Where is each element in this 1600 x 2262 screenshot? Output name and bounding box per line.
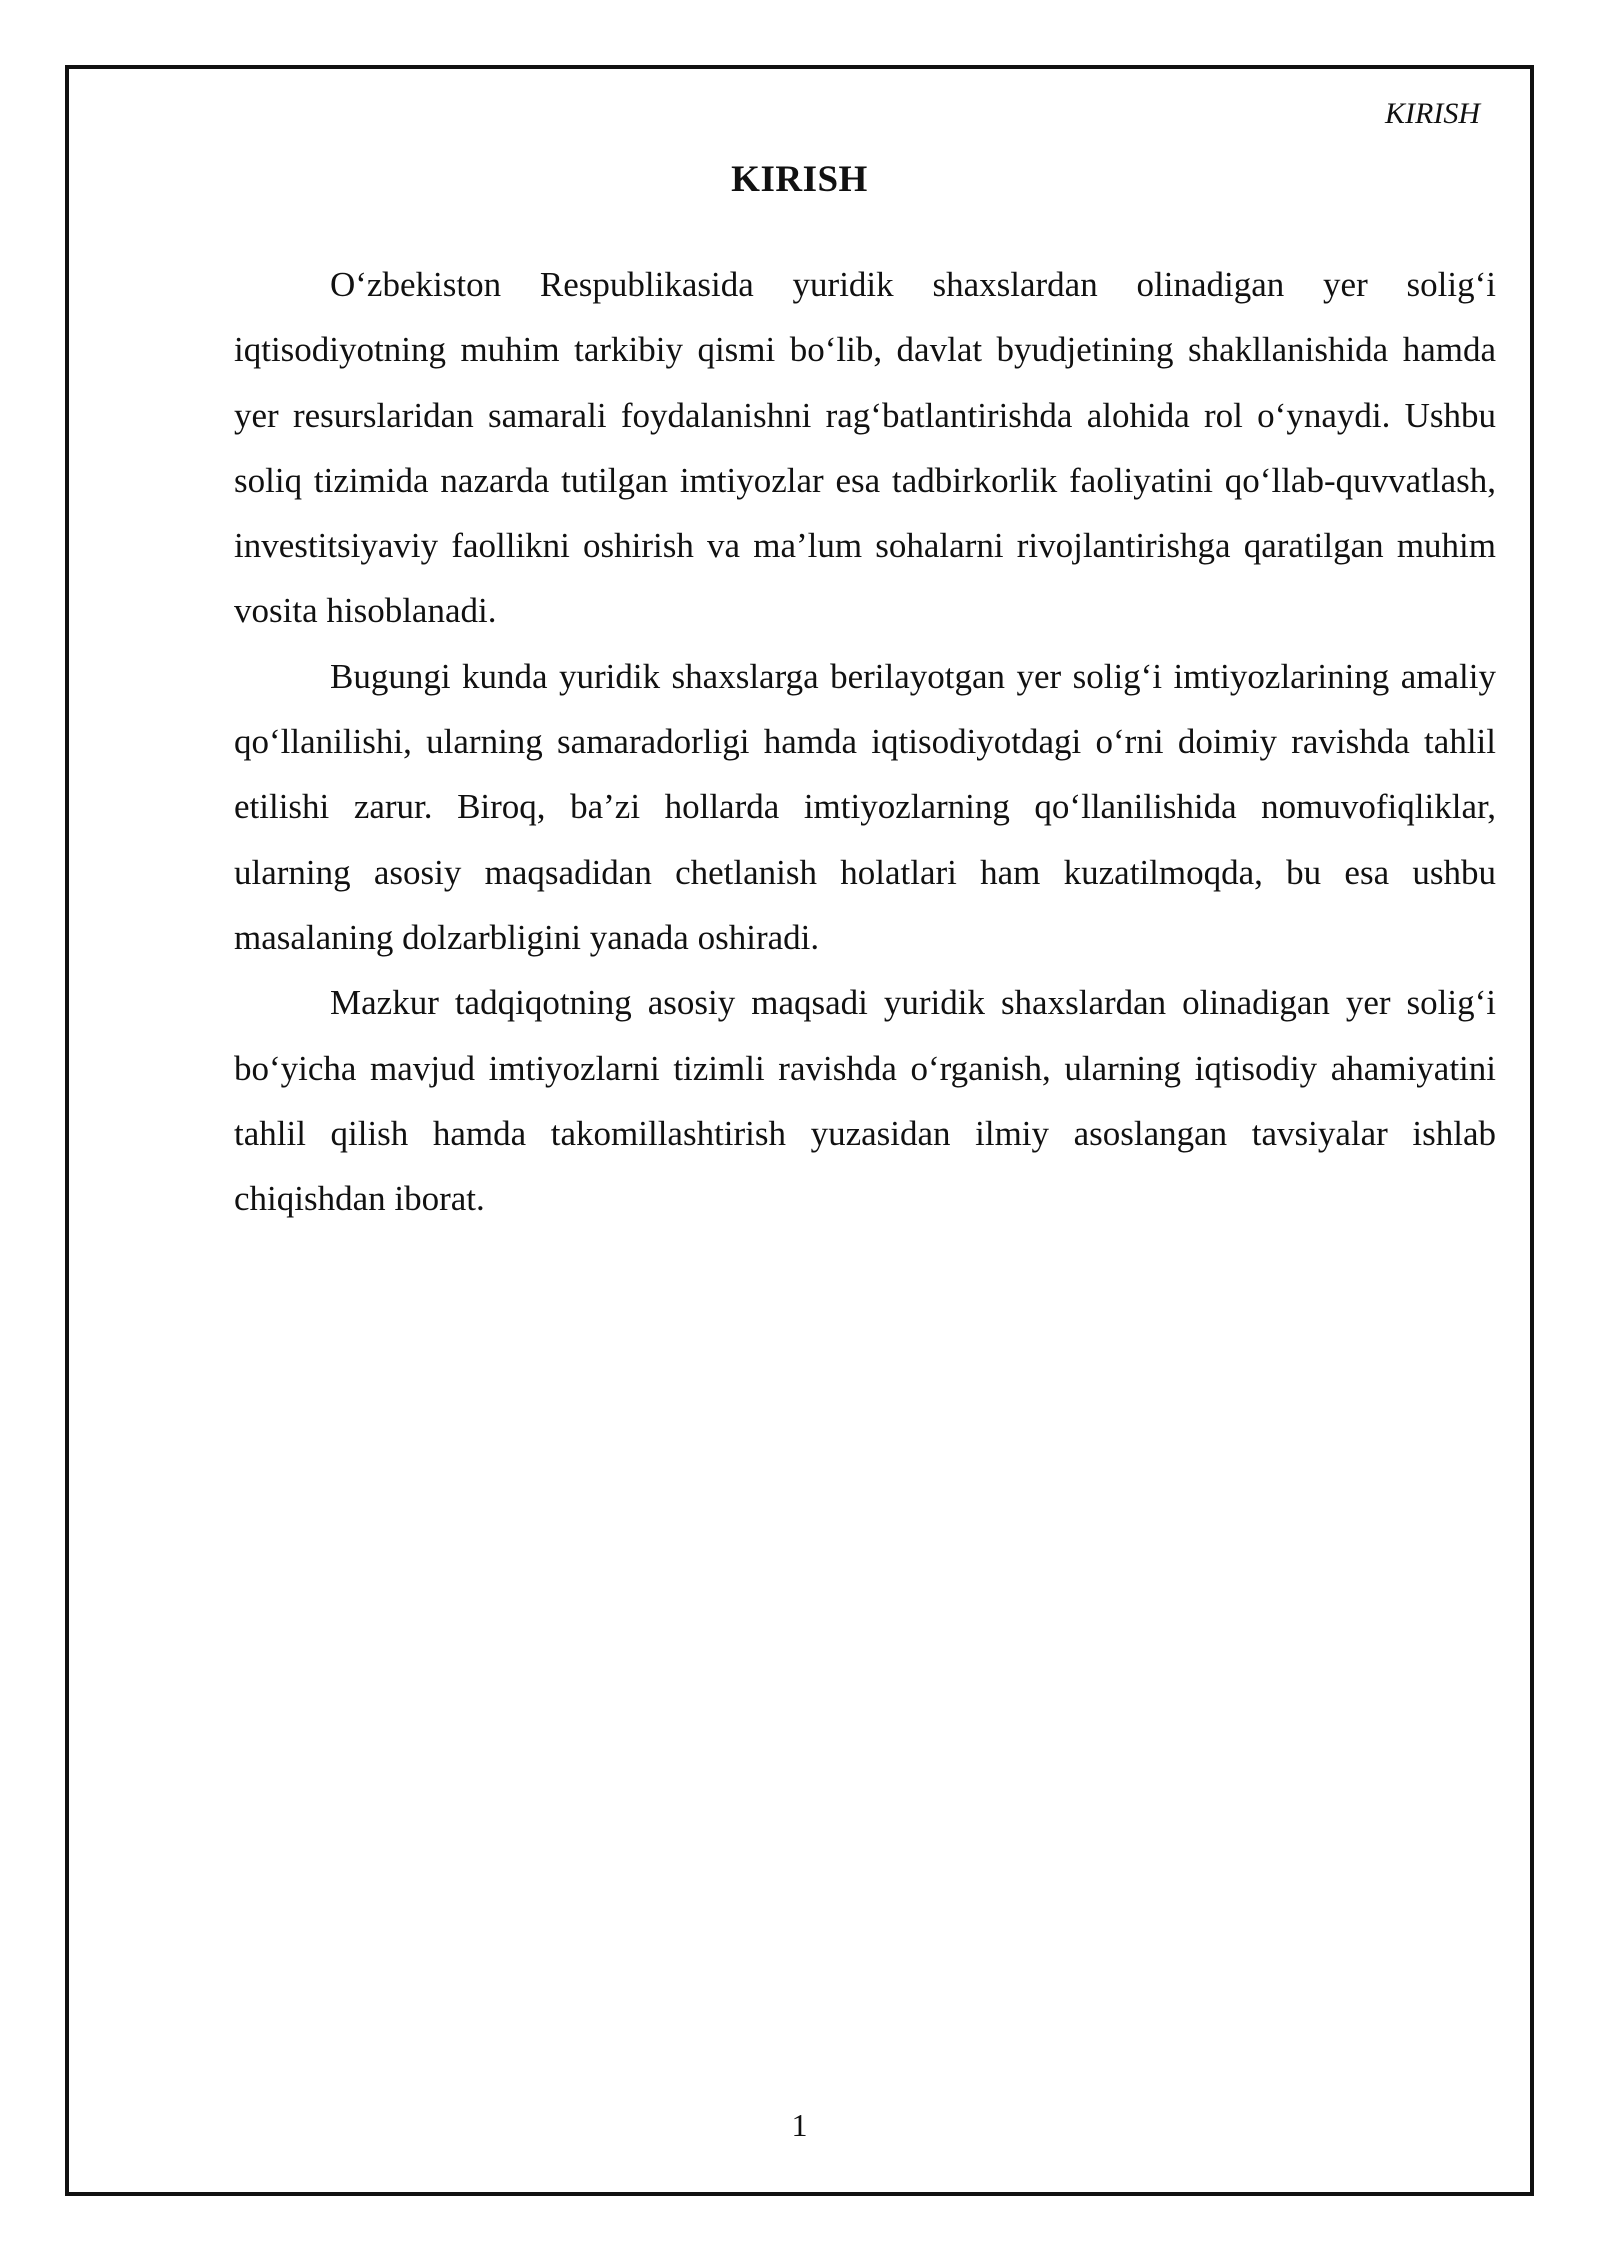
- paragraph: Bugungi kunda yuridik shaxslarga berilayotgan yer solig‘i imtiyozlarining amaliy qo‘llanilishi, ularning samaradorligi hamda iqtisodiyotdagi o‘rni doimiy ravishda tahlil etilishi zarur. Biroq, ba’zi hollarda imtiyozlarning qo‘llanilishida nomuvofiqliklar, ularning asosiy maqsadidan chetlanish holatlari ham kuzatilmoqda, bu esa ushbu masalaning dolzarbligini yanada oshiradi.: [234, 656, 1496, 957]
- page-border: [65, 65, 1534, 2196]
- paragraph: O‘zbekiston Respublikasida yuridik shaxslardan olinadigan yer solig‘i iqtisodiyotning muhim tarkibiy qismi bo‘lib, davlat byudjetining shakllanishida hamda yer resurslaridan samarali foydalanishni rag‘batlantirishda alohida rol o‘ynaydi. Ushbu soliq tizimida nazarda tutilgan imtiyozlar esa tadbirkorlik faoliyatini qo‘llab-quvvatlash, investitsiyaviy faollikni oshirish va ma’lum sohalarni rivojlantirishga qaratilgan muhim vosita hisoblanadi.: [234, 265, 1496, 631]
- paragraph: Mazkur tadqiqotning asosiy maqsadi yuridik shaxslardan olinadigan yer solig‘i bo‘yicha mavjud imtiyozlarni tizimli ravishda o‘rganish, ularning iqtisodiy ahamiyatini tahlil qilish hamda takomillashtirish yuzasidan ilmiy asoslangan tavsiyalar ishlab chiqishdan iborat.: [234, 983, 1496, 1219]
- body-text: [234, 252, 1496, 1231]
- page-number: 1: [791, 2107, 808, 2143]
- page-title: KIRISH: [731, 159, 868, 200]
- running-header: KIRISH: [1385, 97, 1480, 130]
